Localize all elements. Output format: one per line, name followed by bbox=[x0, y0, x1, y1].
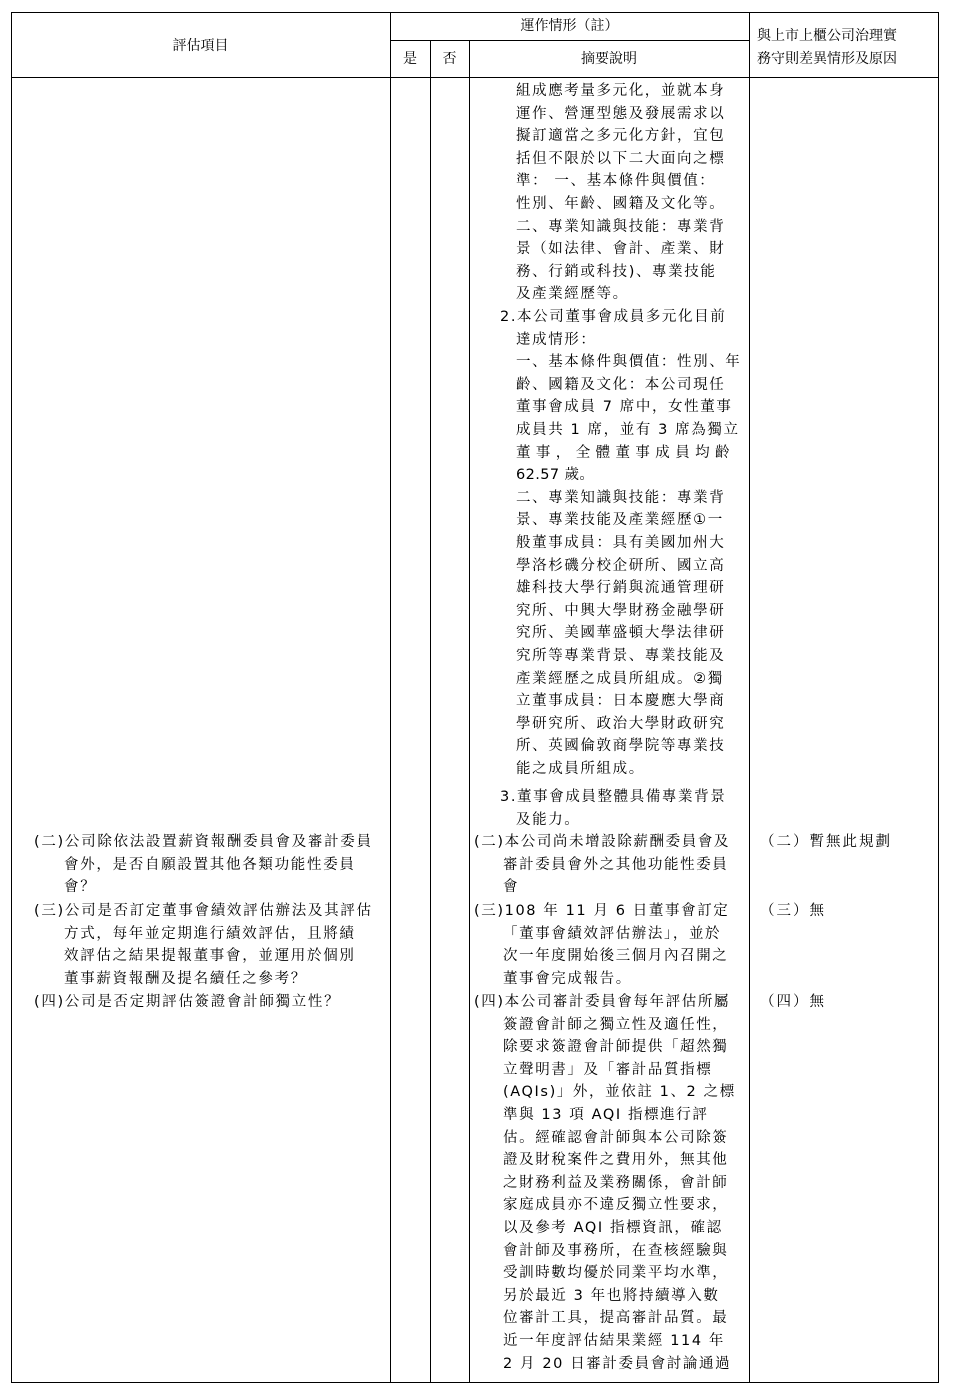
summary-line: 立董事成員：日本慶應大學商 bbox=[516, 693, 726, 710]
summary-line: 審計委員會外之其他功能性委員 bbox=[503, 856, 729, 873]
summary-line: 及能力。 bbox=[516, 811, 581, 828]
summary-line: 董事會成員 7 席中，女性董事 bbox=[516, 399, 733, 416]
summary-point-3-heading bbox=[500, 786, 726, 809]
summary-line: 立聲明書」及「審計品質指標 bbox=[503, 1061, 713, 1078]
summary-line: 62.57 歲。 bbox=[516, 467, 595, 484]
col-divider-item bbox=[390, 12, 391, 1383]
summary-line: 證及財稅案件之費用外，無其他 bbox=[503, 1152, 729, 1169]
summary-line: 董事會完成報告。 bbox=[503, 970, 632, 987]
item-4-summary bbox=[474, 991, 736, 1375]
summary-line: 括但不限於以下二大面向之標 bbox=[516, 150, 726, 167]
summary-line: 務、行銷或科技)、專業技能 bbox=[516, 263, 717, 280]
summary-line: 組成應考量多元化，並就本身 bbox=[516, 83, 726, 99]
header-no: 否 bbox=[442, 51, 457, 67]
summary-point-2-heading bbox=[500, 306, 726, 329]
summary-line: 學洛杉磯分校企研所、國立高 bbox=[516, 557, 726, 574]
summary-line: 位審計工具，提高審計品質。最 bbox=[503, 1310, 729, 1327]
header-operation: 運作情形（註） bbox=[520, 18, 619, 34]
summary-line: 運作、營運型態及發展需求以 bbox=[516, 105, 726, 122]
summary-line: 家庭成員亦不違反獨立性要求， bbox=[503, 1197, 729, 1214]
item-2-summary bbox=[474, 831, 730, 899]
summary-line: 估。經確認會計師與本公司除簽 bbox=[503, 1129, 729, 1146]
header-summary: 摘要說明 bbox=[581, 51, 637, 67]
summary-line: 齡、國籍及文化：本公司現任 bbox=[516, 376, 726, 393]
summary-point-3-body bbox=[516, 809, 580, 832]
summary-line: 次一年度開始後三個月內召開之 bbox=[503, 948, 729, 965]
summary-line: 成員共 1 席，並有 3 席為獨立 bbox=[516, 421, 740, 438]
summary-line: 2 月 20 日審計委員會討論通過 bbox=[503, 1355, 732, 1372]
summary-line: 以及參考 AQI 指標資訊，確認 bbox=[503, 1219, 723, 1236]
table-bottom-border bbox=[11, 1382, 938, 1383]
item-3-question bbox=[34, 900, 389, 990]
item-line: 會外，是否自願設置其他各類功能性委員 bbox=[64, 856, 356, 873]
summary-line: 除要求簽證會計師提供「超然獨 bbox=[503, 1039, 729, 1056]
item-line: 董事薪資報酬及提名續任之參考？ bbox=[64, 970, 307, 987]
summary-line: 二、專業知識與技能：專業背 bbox=[516, 489, 726, 506]
summary-line: 會計師及事務所，在查核經驗與 bbox=[503, 1242, 729, 1259]
header-yes: 是 bbox=[403, 51, 417, 67]
header-item: 評估項目 bbox=[172, 38, 229, 54]
table-right-border bbox=[938, 12, 939, 1383]
summary-line: 一、基本條件與價值：性別、年 bbox=[516, 354, 742, 371]
header-difference bbox=[757, 25, 935, 71]
summary-line: (二)本公司尚未增設除薪酬委員會及 bbox=[474, 834, 731, 850]
table-left-border bbox=[11, 12, 12, 1383]
item-line: (四)公司是否定期評估簽證會計師獨立性？ bbox=[34, 994, 341, 1010]
header-difference-line2: 務守則差異情形及原因 bbox=[757, 51, 897, 67]
summary-line: 會 bbox=[503, 879, 520, 896]
header-subrow-line bbox=[390, 40, 749, 41]
summary-point-2-body bbox=[516, 329, 741, 781]
summary-line: 產業經歷之成員所組成。②獨 bbox=[516, 670, 724, 687]
summary-line: 性別、年齡、國籍及文化等。 bbox=[516, 195, 726, 212]
summary-line: (AQIs)」外，並依註 1、2 之標 bbox=[503, 1084, 736, 1101]
col-divider-no bbox=[469, 40, 470, 1383]
summary-line: 2.本公司董事會成員多元化目前 bbox=[500, 309, 727, 325]
item-3-difference: （三）無 bbox=[760, 903, 826, 919]
summary-line: 簽證會計師之獨立性及適任性， bbox=[503, 1016, 729, 1033]
summary-line: 二、專業知識與技能：專業背 bbox=[516, 218, 726, 235]
summary-line: 準： 一、基本條件與價值： bbox=[516, 173, 716, 190]
item-line: 效評估之結果提報董事會，並運用於個別 bbox=[64, 948, 356, 965]
item-2-question bbox=[34, 831, 389, 899]
summary-continued bbox=[516, 80, 725, 306]
summary-line: 究所、中興大學財務金融學研 bbox=[516, 602, 726, 619]
summary-line: 擬訂適當之多元化方針，宜包 bbox=[516, 128, 726, 145]
summary-line: 之財務利益及業務關係，會計師 bbox=[503, 1174, 729, 1191]
summary-line: 3.董事會成員整體具備專業背景 bbox=[500, 789, 727, 805]
summary-line: 景、專業技能及產業經歷①一 bbox=[516, 512, 724, 529]
summary-line: 景（如法律、會計、產業、財 bbox=[516, 241, 726, 258]
header-difference-line1: 與上市上櫃公司治理實 bbox=[757, 28, 897, 44]
summary-line: 近一年度評估結果業經 114 年 bbox=[503, 1332, 725, 1349]
summary-line: 雄科技大學行銷與流通管理研 bbox=[516, 580, 726, 597]
item-line: 方式，每年並定期進行績效評估，且將績 bbox=[64, 925, 356, 942]
col-divider-yes bbox=[430, 40, 431, 1383]
summary-line: 般董事成員：具有美國加州大 bbox=[516, 534, 726, 551]
summary-line: 學研究所、政治大學財政研究 bbox=[516, 715, 726, 732]
summary-line: (三)108 年 11 月 6 日董事會訂定 bbox=[474, 903, 730, 919]
summary-line: 準與 13 項 AQI 指標進行評 bbox=[503, 1106, 709, 1123]
summary-line: 究所等專業背景、專業技能及 bbox=[516, 647, 726, 664]
item-line: 會？ bbox=[64, 879, 97, 896]
table-top-border bbox=[11, 12, 938, 13]
summary-line: 所、英國倫敦商學院等專業技 bbox=[516, 738, 726, 755]
summary-line: 究所、美國華盛頓大學法律研 bbox=[516, 625, 726, 642]
item-line: (三)公司是否訂定董事會績效評估辦法及其評估 bbox=[34, 903, 373, 919]
item-3-summary bbox=[474, 900, 729, 990]
summary-line: 受訓時數均優於同業平均水準， bbox=[503, 1265, 729, 1282]
header-bottom-border bbox=[11, 77, 938, 78]
item-4-question bbox=[34, 991, 389, 1014]
item-line: (二)公司除依法設置薪資報酬委員會及審計委員 bbox=[34, 834, 373, 850]
summary-line: 「董事會績效評估辦法」，並於 bbox=[503, 925, 722, 942]
summary-line: (四)本公司審計委員會每年評估所屬 bbox=[474, 994, 731, 1010]
summary-line: 董事，全體董事成員均齡 bbox=[516, 444, 735, 461]
summary-line: 能之成員所組成。 bbox=[516, 760, 645, 777]
col-divider-summary bbox=[749, 12, 750, 1383]
summary-line: 另於最近 3 年也將持續導入數 bbox=[503, 1287, 720, 1304]
summary-line: 達成情形： bbox=[516, 331, 597, 348]
item-2-difference: （二）暫無此規劃 bbox=[760, 834, 892, 850]
summary-line: 及產業經歷等。 bbox=[516, 286, 629, 303]
item-4-difference: （四）無 bbox=[760, 994, 826, 1010]
